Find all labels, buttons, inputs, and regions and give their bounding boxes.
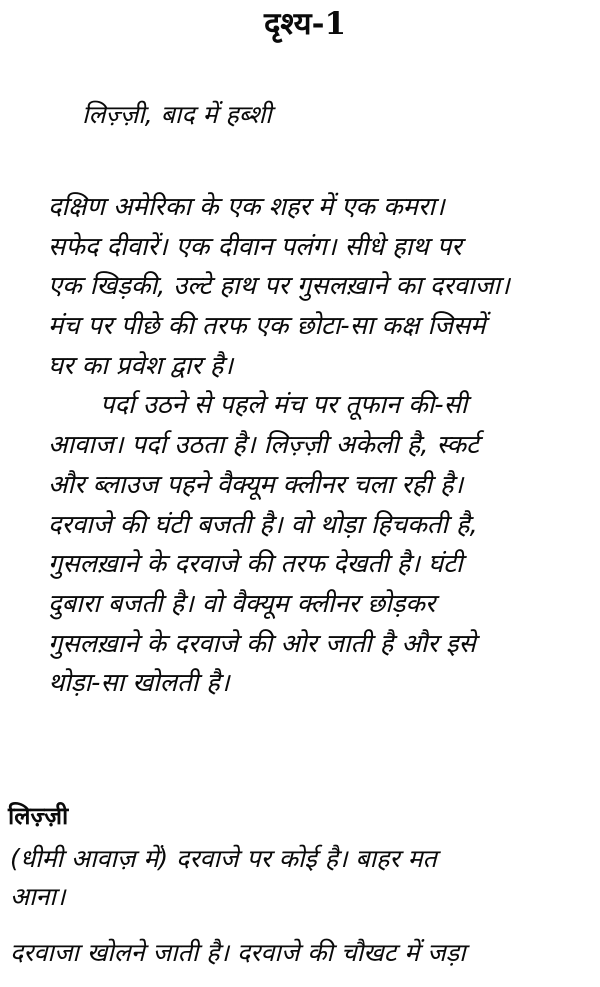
stage-direction [48,188,593,704]
dialogue [10,840,595,916]
paragraph-indent-line: पर्दा उठने से पहले मंच पर तूफान की-सी [100,390,468,421]
text-line: घर का प्रवेश द्वार है। [48,350,234,381]
text-line: मंच पर पीछे की तरफ एक छोटा-सा कक्ष जिसमें [48,311,486,342]
characters-line: लिज़्ज़ी, बाद में हब्शी [82,100,272,129]
cut-off-line: दरवाजा खोलने जाती है। दरवाजे की चौखट में जड़ा [10,938,466,967]
dialogue-line: (धीमी आवाज़ में) दरवाजे पर कोई है। बाहर मत [10,844,437,873]
scene-title: दृश्य-1 [263,6,347,42]
text-line: एक खिड़की, उल्टे हाथ पर गुसलख़ाने का दरवाजा। [48,271,510,302]
speaker-name: लिज़्ज़ी [8,801,69,830]
text-line: और ब्लाउज पहने वैक्यूम क्लीनर चला रही है। [48,469,464,500]
text-line: आवाज। पर्दा उठता है। लिज़्ज़ी अकेली है, स्कर्ट [48,430,479,461]
text-line: गुसलख़ाने के दरवाजे की ओर जाती है और इसे [48,628,476,659]
text-line: दरवाजे की घंटी बजती है। वो थोड़ा हिचकती है, [48,509,478,540]
text-line: थोड़ा-सा खोलती है। [48,668,230,699]
text-line: दक्षिण अमेरिका के एक शहर में एक कमरा। [48,192,445,222]
text-line: दुबारा बजती है। वो वैक्यूम क्लीनर छोड़कर [48,588,436,619]
dialogue-line: आना। [10,882,66,911]
text-line: गुसलख़ाने के दरवाजे की तरफ देखती है। घंटी [48,549,463,580]
text-line: सफेद दीवारें। एक दीवान पलंग। सीधे हाथ पर [48,231,462,262]
